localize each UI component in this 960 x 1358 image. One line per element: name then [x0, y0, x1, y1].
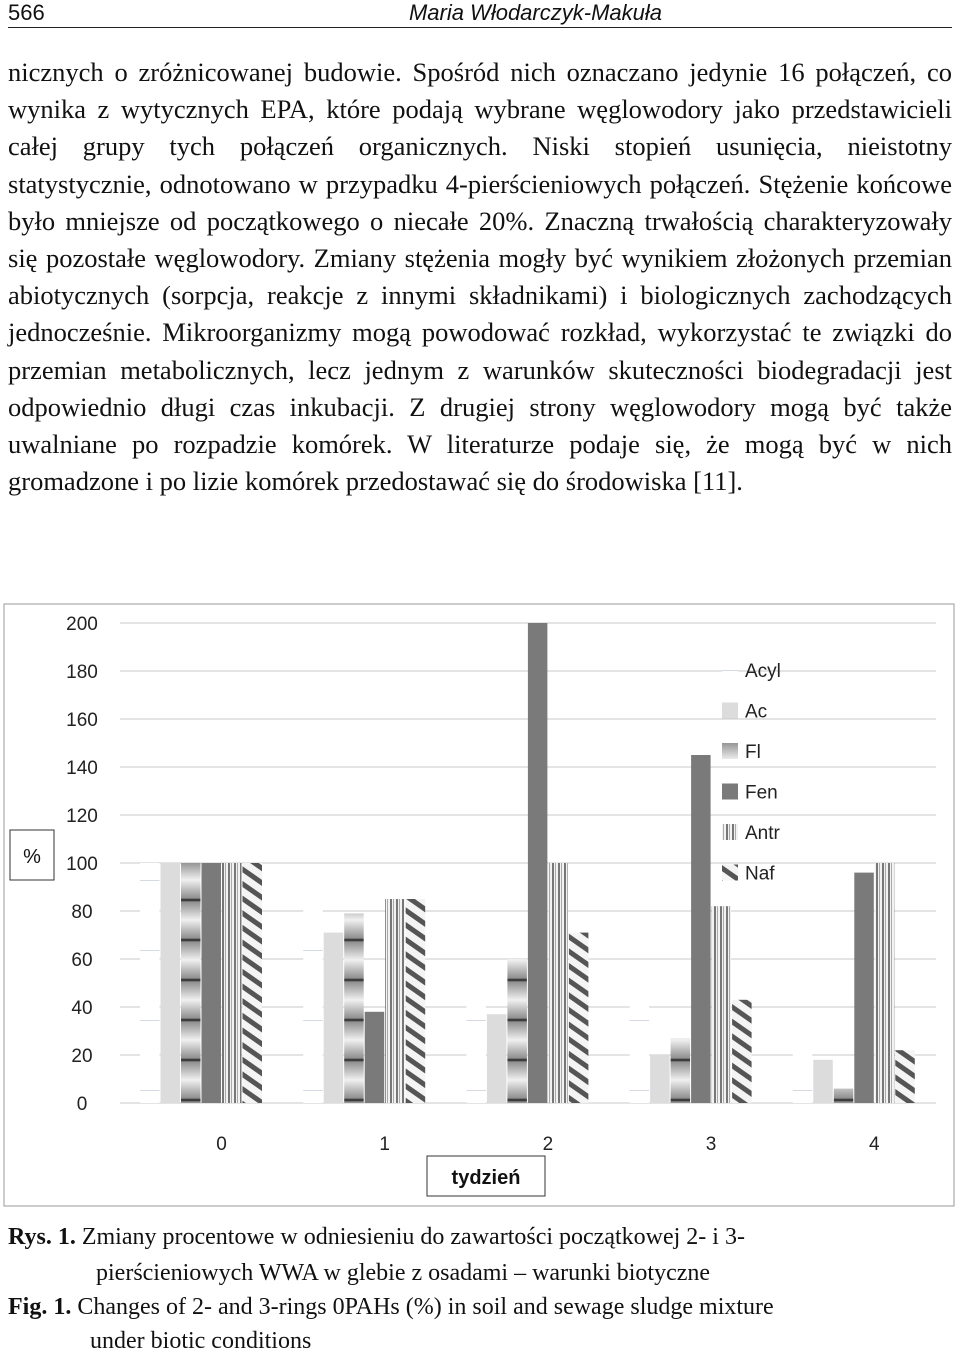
y-tick-label: 100 — [66, 854, 98, 875]
bar-fl-week-0 — [181, 863, 201, 1103]
bar-fen-week-2 — [528, 623, 548, 1103]
y-tick-labels — [66, 614, 98, 1115]
bar-antr-week-3 — [712, 906, 732, 1103]
legend-swatch-fl — [722, 743, 738, 759]
bar-naf-week-4 — [895, 1050, 915, 1103]
y-tick-label: 140 — [66, 758, 98, 779]
bar-acyl-week-0 — [140, 863, 160, 1103]
bar-fen-week-1 — [365, 1012, 385, 1103]
x-tick-label: 3 — [705, 1134, 717, 1155]
y-tick-label: 180 — [66, 662, 98, 683]
y-tick-label: 20 — [71, 1046, 93, 1067]
caption-pl-text1: Zmiany procentowe w odniesieniu do zawartości początkowej 2- i 3- — [75, 1224, 745, 1250]
bar-fl-week-4 — [834, 1089, 854, 1103]
bar-fen-week-3 — [691, 755, 711, 1103]
legend-swatch-naf — [722, 865, 738, 881]
bar-acyl-week-1 — [303, 894, 323, 1103]
bar-fl-week-2 — [507, 959, 527, 1103]
legend-label-fen: Fen — [745, 782, 778, 804]
caption-en-text1: Changes of 2- and 3-rings 0PAHs (%) in soil and sewage sludge mixture — [71, 1294, 774, 1320]
bar-fen-week-0 — [202, 863, 222, 1103]
bar-naf-week-3 — [732, 1000, 752, 1103]
page-number: 566 — [8, 0, 45, 25]
figure-caption-en-line1 — [8, 1290, 774, 1324]
bar-antr-week-2 — [548, 863, 568, 1103]
bar-chart — [0, 600, 960, 1210]
y-tick-label: 120 — [66, 806, 98, 827]
legend-swatch-ac — [722, 703, 738, 719]
bar-naf-week-2 — [569, 933, 589, 1103]
legend-label-antr: Antr — [745, 823, 780, 844]
caption-en-label: Fig. 1. — [8, 1294, 72, 1320]
bar-antr-week-0 — [222, 863, 242, 1103]
figure-caption-pl-line2: pierścieniowych WWA w glebie z osadami – warunki biotyczne — [96, 1260, 711, 1286]
legend-swatch-acyl — [722, 662, 738, 678]
x-tick-labels — [216, 1134, 880, 1155]
legend-label-ac: Ac — [745, 701, 768, 723]
bar-antr-week-1 — [385, 899, 405, 1103]
bar-fen-week-4 — [854, 873, 874, 1103]
legend-swatch-fen — [722, 784, 738, 800]
bar-fl-week-3 — [671, 1038, 691, 1103]
bar-antr-week-4 — [875, 863, 895, 1103]
bar-ac-week-2 — [487, 1014, 507, 1103]
legend-label-fl: Fl — [745, 742, 761, 763]
figure-caption-en-line2: under biotic conditions — [90, 1328, 312, 1354]
bar-ac-week-4 — [813, 1060, 833, 1103]
bar-fl-week-1 — [344, 913, 364, 1103]
bar-naf-week-1 — [406, 899, 426, 1103]
x-tick-label: 0 — [216, 1134, 227, 1155]
legend-swatch-antr — [722, 824, 738, 840]
body-text — [8, 54, 952, 500]
y-tick-label: 40 — [71, 998, 93, 1019]
legend-label-naf: Naf — [745, 863, 775, 885]
bar-ac-week-0 — [161, 863, 181, 1103]
legend-label-acyl: Acyl — [745, 661, 781, 682]
page-header — [8, 0, 952, 28]
x-tick-label: 2 — [542, 1134, 554, 1155]
figure-caption-pl-line1 — [8, 1220, 745, 1254]
y-tick-label: 200 — [66, 614, 98, 635]
y-tick-label: 160 — [66, 710, 98, 731]
running-author: Maria Włodarczyk-Makuła — [408, 0, 662, 25]
caption-pl-label: Rys. 1. — [8, 1224, 76, 1250]
x-tick-label: 1 — [379, 1134, 390, 1155]
bar-acyl-week-2 — [466, 990, 486, 1103]
legend — [722, 661, 781, 885]
bar-acyl-week-3 — [630, 990, 650, 1103]
x-tick-label: 4 — [869, 1134, 880, 1155]
bar-ac-week-3 — [650, 1055, 670, 1103]
y-tick-label: 60 — [71, 950, 93, 971]
bar-ac-week-1 — [324, 933, 344, 1103]
y-tick-label: 0 — [76, 1094, 88, 1115]
x-axis-label: tydzień — [451, 1167, 521, 1189]
body-paragraph: nicznych o zróżnicowanej budowie. Spośród nich oznaczano jedynie 16 połączeń, co wynika z wytycznych EPA, które podają wybrane węglowodory jako przedstawicieli całej grupy tych połączeń organicznych. Niski stopień usunięcia, nieistotny statystycznie, odnotowano w przypadku 4-pierścieniowych połączeń. Stężenie końcowe było mniejsze od początkowego o niecałe 20%. Znaczną trwałością charakteryzowały się pozostałe węglowodory. Zmiany stężenia mogły być wynikiem złożonych przemian abiotycznych (sorpcja, reakcje z innymi składnikami) i biologicznych zachodzących jednocześnie. Mikroorganizmy mogą powodować rozkład, wykorzystać te związki do przemian metabolicznych, lecz jednym z warunków skuteczności biodegradacji jest odpowiednio długi czas inkubacji. Z drugiej strony węglowodory mogą być także uwalniane po rozpadzie komórek. W literaturze podaje się, że mogą być w nich gromadzone i po lizie komórek przedostawać się do środowiska [11]. — [8, 57, 952, 497]
y-axis-label: % — [23, 846, 41, 868]
bar-acyl-week-4 — [793, 1036, 813, 1103]
bar-naf-week-0 — [243, 863, 263, 1103]
y-tick-label: 80 — [71, 902, 93, 923]
